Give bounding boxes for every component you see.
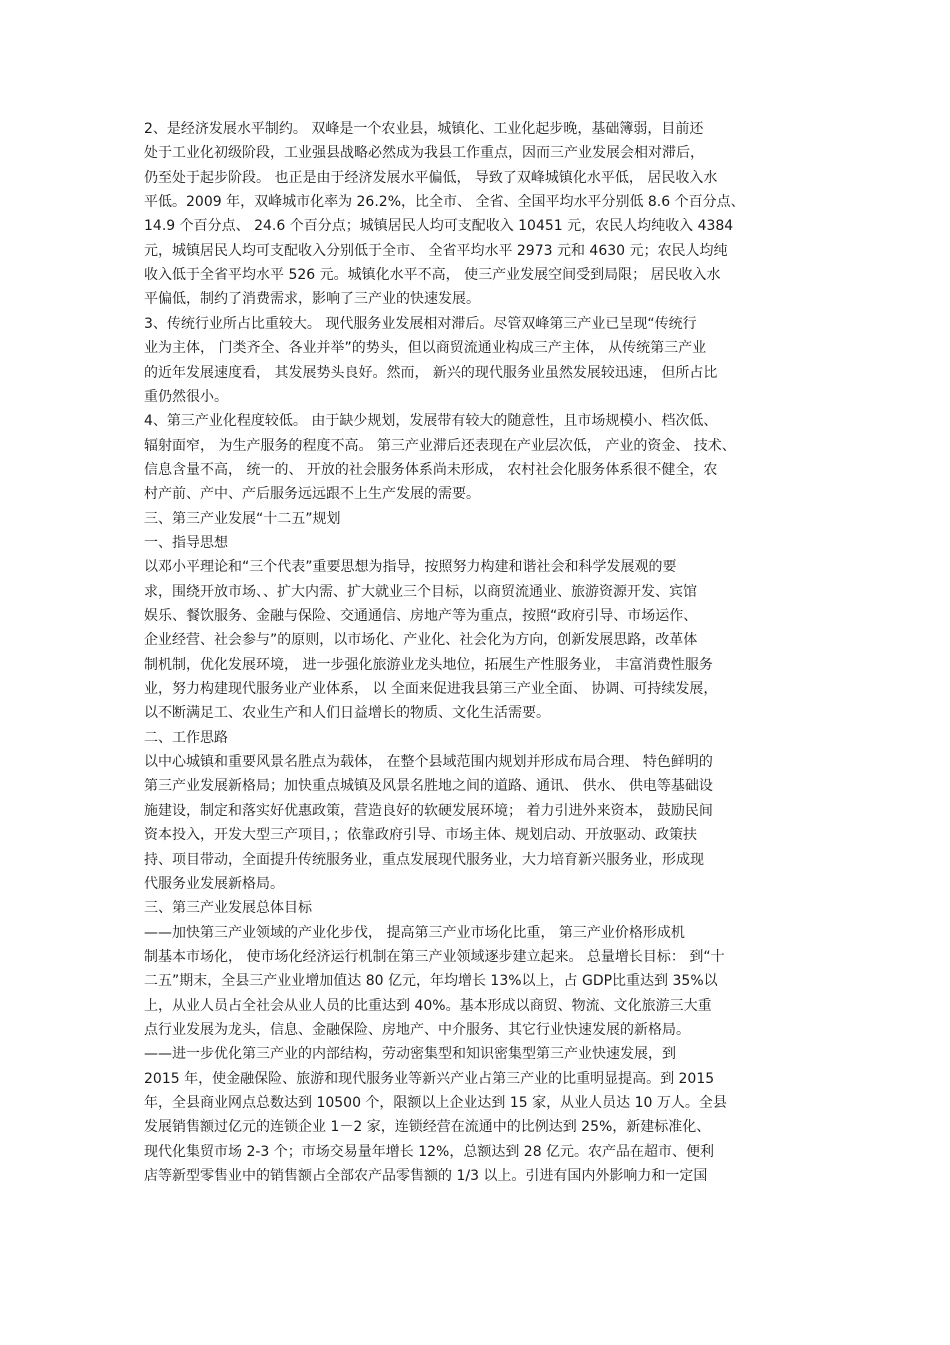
text-line: 施建设，制定和落实好优惠政策，营造良好的软硬发展环境； 着力引进外来资本， 鼓励民间 xyxy=(144,803,713,819)
text-line: 4、第三产业化程度较低。 由于缺少规划，发展带有较大的随意性，且市场规模小、档次低、 xyxy=(144,413,718,429)
text-line: 2、是经济发展水平制约。 双峰是一个农业县，城镇化、工业化起步晚，基础簿弱，目前还 xyxy=(144,121,704,137)
text-line: 业为主体， 门类齐全、各业并举”的势头，但以商贸流通业构成三产主体， 从传统第三产业 xyxy=(144,340,707,356)
text-line: 以不断满足工、农业生产和人们日益增长的物质、文化生活需要。 xyxy=(144,705,550,721)
text-line: 制机制，优化发展环境， 进一步强化旅游业龙头地位，拓展生产性服务业， 丰富消费性服务 xyxy=(144,657,713,673)
text-line: 二五”期末，全县三产业业增加值达 80 亿元，年均增长 13%以上，占 GDP比重达到 35%以 xyxy=(144,973,718,989)
text-line: 企业经营、社会参与”的原则，以市场化、产业化、社会化为方向，创新发展思路，改革体 xyxy=(144,632,698,648)
text-line: 信息含量不高， 统一的、 开放的社会服务体系尚未形成， 农村社会化服务体系很不健全，农 xyxy=(144,462,718,478)
text-line: 处于工业化初级阶段，工业强县战略必然成为我县工作重点，因而三产业发展会相对滞后， xyxy=(144,145,704,161)
text-line: 村产前、产中、产后服务远远跟不上生产发展的需要。 xyxy=(144,486,480,502)
text-line: 现代化集贸市场 2-3 个；市场交易量年增长 12%，总额达到 28 亿元。农产品在超市、便利 xyxy=(144,1144,715,1160)
text-line: 二、工作思路 xyxy=(144,730,228,746)
text-line: 点行业发展为龙头，信息、金融保险、房地产、中介服务、其它行业快速发展的新格局。 xyxy=(144,1022,690,1038)
text-line: 代服务业发展新格局。 xyxy=(144,876,284,892)
text-line: 业，努力构建现代服务业产业体系， 以 全面来促进我县第三产业全面、 协调、可持续发展， xyxy=(144,681,718,697)
text-line: 收入低于全省平均水平 526 元。城镇化水平不高， 使三产业发展空间受到局限； 居民收入水 xyxy=(144,267,721,283)
text-line: 元，城镇居民人均可支配收入分别低于全市、 全省平均水平 2973 元和 4630 元；农民人均纯 xyxy=(144,243,728,259)
text-line: 3、传统行业所占比重较大。 现代服务业发展相对滞后。尽管双峰第三产业已呈现“传统行 xyxy=(144,316,697,332)
text-line: 上，从业人员占全社会从业人员的比重达到 40%。基本形成以商贸、物流、文化旅游三大重 xyxy=(144,998,712,1014)
text-line: 三、第三产业发展总体目标 xyxy=(144,900,312,916)
text-line: 店等新型零售业中的销售额占全部农产品零售额的 1/3 以上。引进有国内外影响力和一定国 xyxy=(144,1168,708,1184)
text-line: 年，全县商业网点总数达到 10500 个，限额以上企业达到 15 家，从业人员达 10 万人。全县 xyxy=(144,1095,727,1111)
text-line: 平低。2009 年，双峰城市化率为 26.2%，比全市、 全省、全国平均水平分别低 8.6 个百分点、 xyxy=(144,194,745,210)
text-line: 的近年发展速度看， 其发展势头良好。然而， 新兴的现代服务业虽然发展较迅速， 但所占比 xyxy=(144,365,718,381)
text-line: 平偏低，制约了消费需求，影响了三产业的快速发展。 xyxy=(144,291,480,307)
text-line: 持、项目带动，全面提升传统服务业，重点发展现代服务业，大力培育新兴服务业，形成现 xyxy=(144,852,704,868)
text-line: 14.9 个百分点、 24.6 个百分点；城镇居民人均可支配收入 10451 元，农民人均纯收入 4384 xyxy=(144,218,734,234)
text-line: 三、第三产业发展“十二五”规划 xyxy=(144,511,341,527)
text-line: 以中心城镇和重要风景名胜点为载体， 在整个县域范围内规划并形成布局合理、 特色鲜明的 xyxy=(144,754,713,770)
text-line: 辐射面窄， 为生产服务的程度不高。 第三产业滞后还表现在产业层次低， 产业的资金、 技术、 xyxy=(144,438,736,454)
text-line: 2015 年，使金融保险、旅游和现代服务业等新兴产业占第三产业的比重明显提高。到 2015 xyxy=(144,1071,715,1087)
text-line: 资本投入，开发大型三产项目，；依靠政府引导、市场主体、规划启动、开放驱动、政策扶 xyxy=(144,827,697,843)
text-line: 重仍然很小。 xyxy=(144,389,228,405)
text-line: 第三产业发展新格局；加快重点城镇及风景名胜地之间的道路、通讯、 供水、 供电等基础设 xyxy=(144,778,713,794)
text-line: ——进一步优化第三产业的内部结构，劳动密集型和知识密集型第三产业快速发展，到 xyxy=(144,1046,676,1062)
text-line: 仍至处于起步阶段。 也正是由于经济发展水平偏低， 导致了双峰城镇化水平低， 居民收入水 xyxy=(144,170,718,186)
text-line: ——加快第三产业领域的产业化步伐， 提高第三产业市场化比重， 第三产业价格形成机 xyxy=(144,925,685,941)
text-line: 以邓小平理论和“三个代表”重要思想为指导，按照努力构建和谐社会和科学发展观的要 xyxy=(144,559,677,575)
text-line: 制基本市场化， 使市场化经济运行机制在第三产业领域逐步建立起来。 总量增长目标： 到“十 xyxy=(144,949,725,965)
text-line: 一、指导思想 xyxy=(144,535,228,551)
text-line: 娱乐、餐饮服务、金融与保险、交通通信、房地产等为重点，按照“政府引导、市场运作、 xyxy=(144,608,698,624)
text-line: 发展销售额过亿元的连锁企业 1－2 家，连锁经营在流通中的比例达到 25%，新建标准化、 xyxy=(144,1119,711,1135)
text-line: 求，围绕开放市场、、扩大内需、扩大就业三个目标，以商贸流通业、旅游资源开发、宾馆 xyxy=(144,584,697,600)
